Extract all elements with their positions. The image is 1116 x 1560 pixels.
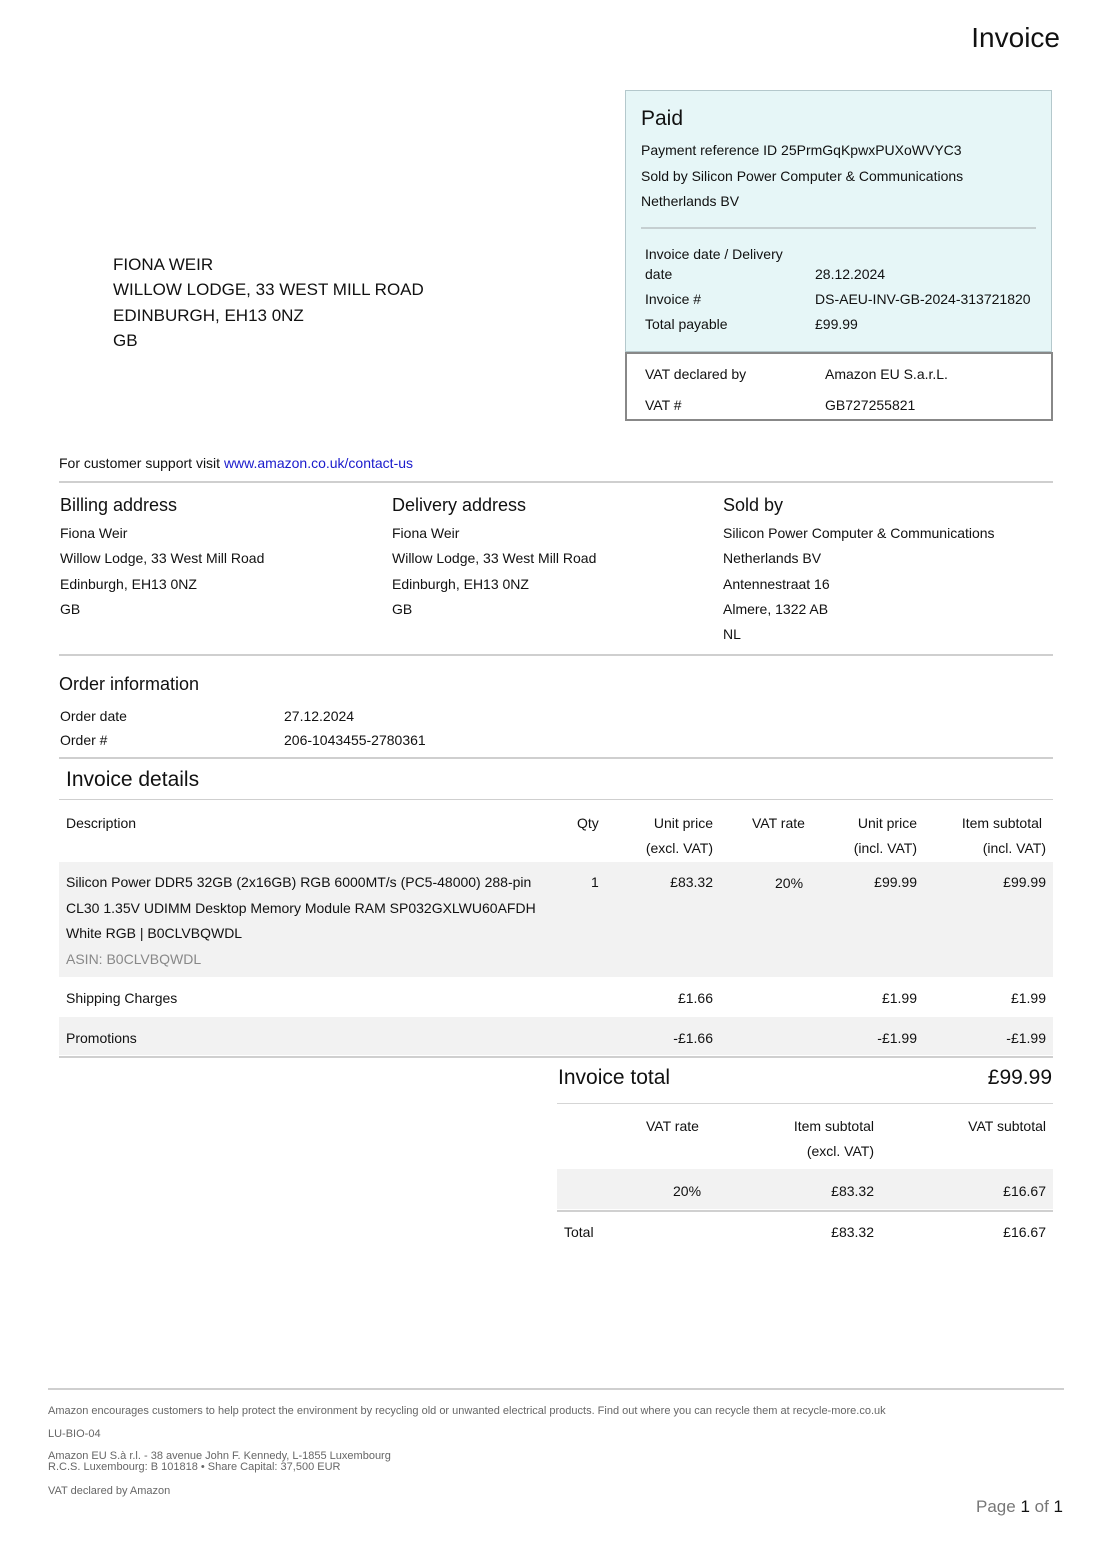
sold-by-line: Sold by Silicon Power Computer & Communications [641, 168, 964, 184]
invoice-date-label: date [645, 266, 673, 282]
col-unit-price-incl-sub: (incl. VAT) [853, 840, 917, 856]
vat-declaration-box [625, 352, 1053, 421]
promotions-label: Promotions [66, 1030, 137, 1046]
customer-country: GB [113, 331, 138, 350]
item-subtotal: £99.99 [1003, 874, 1046, 890]
col-unit-price-excl: Unit price [653, 815, 713, 831]
divider [59, 757, 1053, 759]
billing-line: Fiona Weir [60, 525, 128, 541]
paid-status: Paid [641, 107, 684, 130]
vat-number-label: VAT # [645, 397, 682, 413]
item-vat-rate: 20% [775, 875, 804, 891]
promotions-unit-excl: -£1.66 [673, 1030, 713, 1046]
vat-row-vat-subtotal: £16.67 [1003, 1183, 1046, 1199]
vat-declared-by-value: Amazon EU S.a.r.L. [825, 366, 948, 382]
order-information-heading: Order information [59, 674, 200, 694]
vat-total-label: Total [564, 1224, 594, 1240]
promotions-unit-incl: -£1.99 [877, 1030, 917, 1046]
payment-reference: Payment reference ID 25PrmGqKpwxPUXoWVYC3 [641, 142, 962, 158]
invoice-date-label: Invoice date / Delivery [645, 246, 783, 262]
footer-company-line: Amazon EU S.à r.l. - 38 avenue John F. Kennedy, L-1855 Luxembourg [48, 1450, 391, 1462]
divider [557, 1210, 1053, 1212]
shipping-unit-incl: £1.99 [881, 990, 917, 1006]
page-total: 1 [1053, 1497, 1063, 1516]
order-date-value: 27.12.2024 [284, 708, 355, 724]
item-unit-price-excl: £83.32 [670, 874, 713, 890]
sold-by-heading: Sold by [723, 495, 784, 515]
seller-line: Antennestraat 16 [723, 576, 830, 592]
item-subtotal-header-sub: (excl. VAT) [806, 1143, 874, 1159]
invoice-date-value: 28.12.2024 [815, 266, 886, 282]
order-date-label: Order date [60, 708, 127, 724]
delivery-line: Willow Lodge, 33 West Mill Road [392, 550, 597, 566]
delivery-line: Fiona Weir [392, 525, 460, 541]
shipping-subtotal: £1.99 [1010, 990, 1046, 1006]
item-description: White RGB | B0CLVBQWDL [66, 925, 243, 941]
vat-total-item-subtotal: £83.32 [831, 1224, 874, 1240]
delivery-address-heading: Delivery address [392, 495, 527, 515]
col-qty: Qty [577, 815, 599, 831]
item-description: CL30 1.35V UDIMM Desktop Memory Module RAM SP032GXLWU60AFDH [66, 900, 536, 916]
vat-rate-header: VAT rate [646, 1118, 699, 1134]
footer-recycle-note: Amazon encourages customers to help protect the environment by recycling old or unwanted electrical products. Find out where you can recycle them at recycle-more.co.uk [48, 1405, 886, 1417]
footer-code: LU-BIO-04 [48, 1428, 101, 1440]
divider [59, 481, 1053, 483]
delivery-line: GB [392, 601, 413, 617]
col-item-subtotal: Item subtotal [961, 815, 1042, 831]
invoice-number-label: Invoice # [645, 291, 702, 307]
seller-line: Silicon Power Computer & Communications [723, 525, 995, 541]
divider [59, 799, 1053, 800]
invoice-title: Invoice [971, 22, 1060, 53]
invoice-total-value: £99.99 [987, 1066, 1052, 1089]
billing-line: GB [60, 601, 81, 617]
col-unit-price-excl-sub: (excl. VAT) [645, 840, 713, 856]
order-number-label: Order # [60, 732, 108, 748]
col-unit-price-incl: Unit price [857, 815, 917, 831]
footer-company-line: R.C.S. Luxembourg: B 101818 • Share Capital: 37,500 EUR [48, 1461, 341, 1473]
item-subtotal-header: Item subtotal [793, 1118, 874, 1134]
divider [557, 1103, 1053, 1104]
seller-line: NL [723, 626, 741, 642]
col-item-subtotal-sub: (incl. VAT) [982, 840, 1046, 856]
vat-number-value: GB727255821 [825, 397, 916, 413]
page-of: of [1029, 1497, 1054, 1516]
invoice-total-label: Invoice total [558, 1066, 671, 1089]
footer-divider [48, 1388, 1064, 1390]
col-vat-rate: VAT rate [752, 815, 805, 831]
promotions-subtotal: -£1.99 [1006, 1030, 1046, 1046]
delivery-line: Edinburgh, EH13 0NZ [392, 576, 529, 592]
item-unit-price-incl: £99.99 [874, 874, 917, 890]
total-payable-value: £99.99 [815, 316, 858, 332]
vat-row-rate: 20% [673, 1183, 702, 1199]
billing-line: Willow Lodge, 33 West Mill Road [60, 550, 265, 566]
invoice-number-value: DS-AEU-INV-GB-2024-313721820 [815, 291, 1031, 307]
billing-address-heading: Billing address [60, 495, 178, 515]
divider [59, 654, 1053, 656]
order-number-value: 206-1043455-2780361 [284, 732, 426, 748]
customer-name: FIONA WEIR [113, 255, 214, 274]
invoice-details-heading: Invoice details [66, 768, 200, 791]
customer-support-line [59, 455, 413, 471]
shipping-label: Shipping Charges [66, 990, 178, 1006]
total-payable-label: Total payable [645, 316, 728, 332]
page-indicator [976, 1497, 1063, 1517]
seller-line: Almere, 1322 AB [723, 601, 829, 617]
item-description: Silicon Power DDR5 32GB (2x16GB) RGB 6000MT/s (PC5-48000) 288-pin [66, 874, 532, 890]
footer-vat-note: VAT declared by Amazon [48, 1485, 171, 1497]
page-number: 1 [1020, 1497, 1030, 1516]
vat-total-vat-subtotal: £16.67 [1003, 1224, 1046, 1240]
billing-line: Edinburgh, EH13 0NZ [60, 576, 197, 592]
divider [641, 227, 1036, 229]
divider [59, 1056, 1053, 1058]
shipping-unit-excl: £1.66 [677, 990, 713, 1006]
seller-line: Netherlands BV [723, 550, 822, 566]
item-asin: ASIN: B0CLVBQWDL [66, 951, 202, 967]
sold-by-line: Netherlands BV [641, 193, 740, 209]
support-link[interactable]: www.amazon.co.uk/contact-us [223, 455, 414, 471]
customer-street: WILLOW LODGE, 33 WEST MILL ROAD [113, 280, 424, 299]
vat-subtotal-header: VAT subtotal [968, 1118, 1046, 1134]
page-word: Page [976, 1497, 1021, 1516]
customer-city: EDINBURGH, EH13 0NZ [113, 306, 304, 325]
item-qty: 1 [591, 874, 599, 890]
support-text: For customer support visit [59, 455, 224, 471]
vat-row-item-subtotal: £83.32 [831, 1183, 874, 1199]
payment-summary-box [625, 90, 1052, 352]
col-description: Description [66, 815, 137, 831]
vat-declared-by-label: VAT declared by [645, 366, 747, 382]
